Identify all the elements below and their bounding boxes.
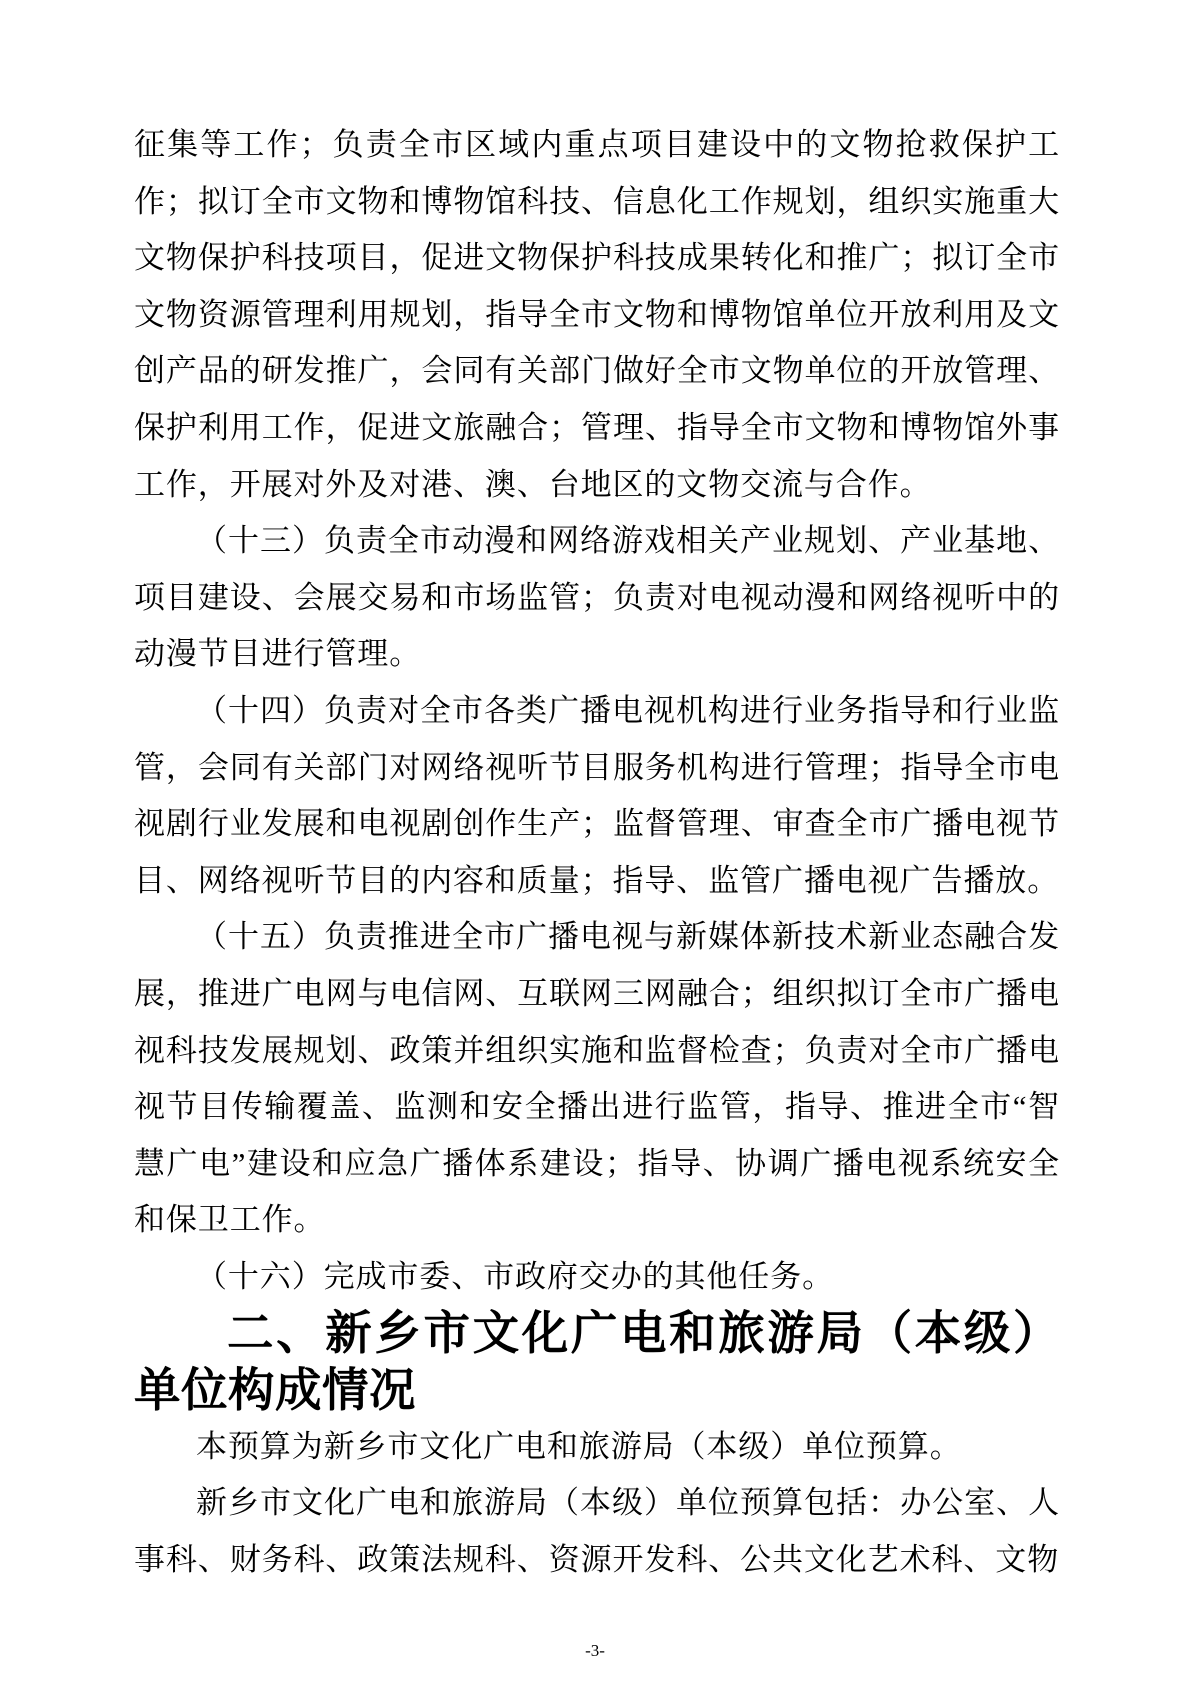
paragraph-budget-scope: 本预算为新乡市文化广电和旅游局（本级）单位预算。 xyxy=(196,1428,962,1464)
paragraph-continuation-body: 征集等工作；负责全市区域内重点项目建设中的文物抢救保护工作；拟订全市文物和博物馆科技、信息化工作规划，组织实施重大文物保护科技项目，促进文物保护科技成果转化和推广；拟订全市文物资源管理利用规划，指导全市文物和博物馆单位开放利用及文创产品的研发推广，会同有关部门做好全市文物单位的开放管理、保护利用工作，促进文旅融合；管理、指导全市文物和博物馆外事工作，开展对外及对港、澳、台地区的文物交流与合作。 xyxy=(134,127,1060,502)
section-heading-unit-composition: 二、新乡市文化广电和旅游局（本级）单位构成情况 xyxy=(134,1307,1060,1417)
paragraph-duty-item-14: （十四）负责对全市各类广播电视机构进行业务指导和行业监管，会同有关部门对网络视听节目服务机构进行管理；指导全市电视剧行业发展和电视剧创作生产；监督管理、审查全市广播电视节目、网络视听节目的内容和质量；指导、监管广播电视广告播放。 xyxy=(134,692,1060,898)
paragraph-budget-includes: 新乡市文化广电和旅游局（本级）单位预算包括：办公室、人事科、财务科、政策法规科、资源开发科、公共文化艺术科、文物 xyxy=(134,1485,1060,1577)
paragraph-duty-item-13: （十三）负责全市动漫和网络游戏相关产业规划、产业基地、项目建设、会展交易和市场监管；负责对电视动漫和网络视听中的动漫节目进行管理。 xyxy=(134,523,1060,672)
document-body xyxy=(134,117,1060,1588)
page-number: -3- xyxy=(585,1641,605,1660)
paragraph-duty-item-15: （十五）负责推进全市广播电视与新媒体新技术新业态融合发展，推进广电网与电信网、互联网三网融合；组织拟订全市广播电视科技发展规划、政策并组织实施和监督检查；负责对全市广播电视节目传输覆盖、监测和安全播出进行监管，指导、推进全市“智慧广电”建设和应急广播体系建设；指导、协调广播电视系统安全和保卫工作。 xyxy=(134,919,1060,1238)
paragraph-duty-item-16: （十六）完成市委、市政府交办的其他任务。 xyxy=(196,1258,834,1294)
